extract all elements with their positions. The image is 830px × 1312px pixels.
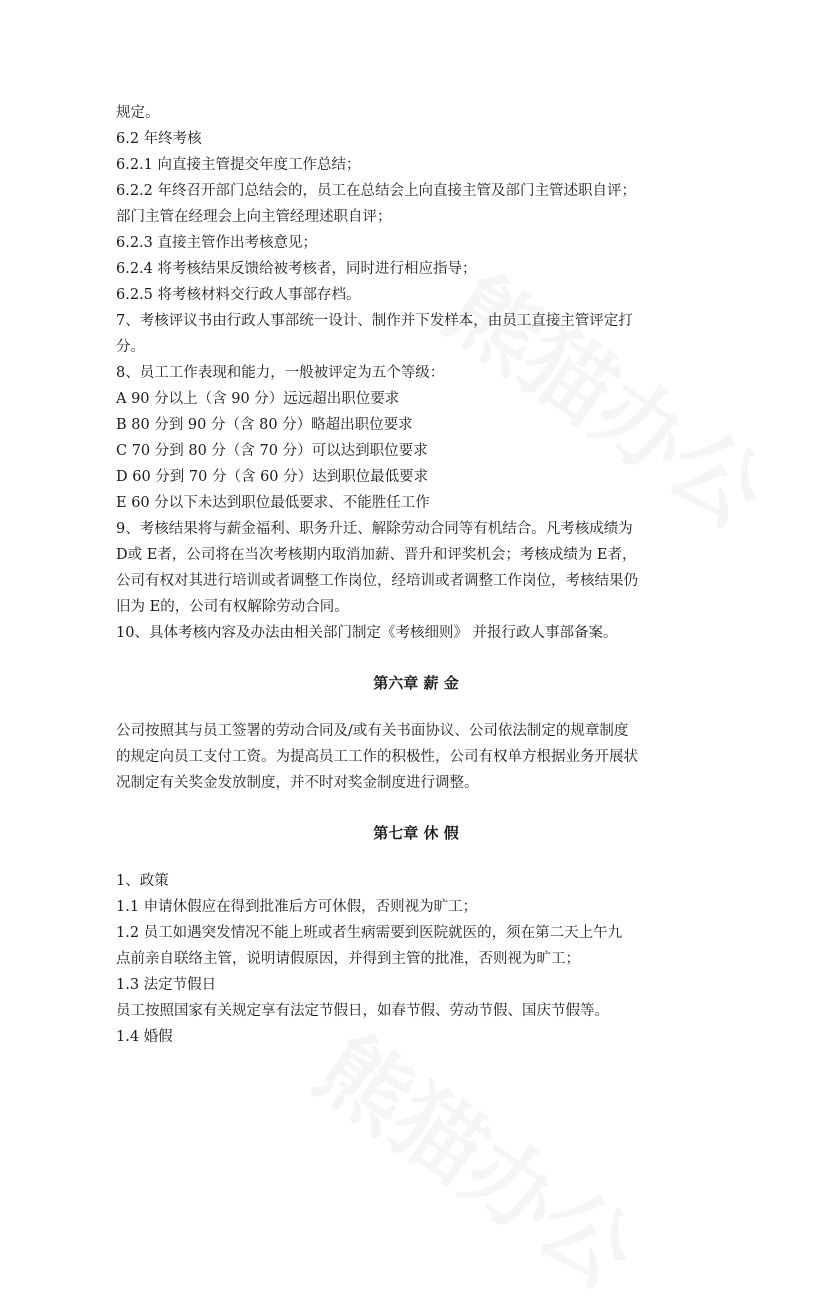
chapter-heading: 第六章 薪 金 <box>373 674 459 692</box>
grade-line: E 60 分以下未达到职位最低要求、不能胜任工作 <box>116 495 430 511</box>
text-line: 部门主管在经理会上向主管经理述职自评； <box>116 209 392 225</box>
section-leave <box>116 868 716 1050</box>
text-line: 6.2.3 直接主管作出考核意见； <box>116 235 318 251</box>
text-line: 9、考核结果将与薪金福利、职务升迁、解除劳动合同等有机结合。凡考核成绩为 <box>116 521 633 537</box>
text-line: 10、具体考核内容及办法由相关部门制定《考核细则》 并报行政人事部备案。 <box>116 625 618 641</box>
text-line: 点前亲自联络主管，说明请假原因，并得到主管的批准，否则视为旷工； <box>116 951 580 967</box>
text-line: 6.2.2 年终召开部门总结会的，员工在总结会上向直接主管及部门主管述职自评； <box>116 183 637 199</box>
text-line: 的规定向员工支付工资。为提高员工工作的积极性，公司有权单方根据业务开展状 <box>116 749 638 765</box>
section-salary <box>116 718 716 796</box>
document-body <box>116 100 716 1050</box>
text-line: 1、政策 <box>116 873 169 889</box>
text-line: D或 E者，公司将在当次考核期内取消加薪、晋升和评奖机会；考核成绩为 E者， <box>116 547 637 563</box>
text-line: 8、员工工作表现和能力，一般被评定为五个等级： <box>116 365 445 381</box>
section-assessment <box>116 100 716 646</box>
text-line: 规定。 <box>116 105 160 121</box>
text-line: 7、考核评议书由行政人事部统一设计、制作并下发样本，由员工直接主管评定打 <box>116 313 633 329</box>
text-line: 况制定有关奖金发放制度，并不时对奖金制度进行调整。 <box>116 775 479 791</box>
grade-line: C 70 分到 80 分（含 70 分）可以达到职位要求 <box>116 443 428 459</box>
text-line: 公司有权对其进行培训或者调整工作岗位，经培训或者调整工作岗位，考核结果仍 <box>116 573 638 589</box>
text-line: 6.2.1 向直接主管提交年度工作总结； <box>116 157 361 173</box>
text-line: 分。 <box>116 339 145 355</box>
grade-line: D 60 分到 70 分（含 60 分）达到职位最低要求 <box>116 469 429 485</box>
text-line: 旧为 E的，公司有权解除劳动合同。 <box>116 599 349 615</box>
text-line: 1.1 申请休假应在得到批准后方可休假，否则视为旷工； <box>116 899 478 915</box>
text-line: 1.3 法定节假日 <box>116 977 217 993</box>
text-line: 员工按照国家有关规定享有法定节假日，如春节假、劳动节假、国庆节假等。 <box>116 1003 609 1019</box>
text-line: 1.4 婚假 <box>116 1029 173 1045</box>
text-line: 6.2.5 将考核材料交行政人事部存档。 <box>116 287 361 303</box>
text-line: 1.2 员工如遇突发情况不能上班或者生病需要到医院就医的，须在第二天上午九 <box>116 925 623 941</box>
grade-line: B 80 分到 90 分（含 80 分）略超出职位要求 <box>116 417 413 433</box>
text-line: 公司按照其与员工签署的劳动合同及/或有关书面协议、公司依法制定的规章制度 <box>116 723 629 739</box>
text-line: 6.2 年终考核 <box>116 131 202 147</box>
text-line: 6.2.4 将考核结果反馈给被考核者，同时进行相应指导； <box>116 261 477 277</box>
chapter-heading: 第七章 休 假 <box>373 824 459 842</box>
grade-line: A 90 分以上（含 90 分）远远超出职位要求 <box>116 391 400 407</box>
